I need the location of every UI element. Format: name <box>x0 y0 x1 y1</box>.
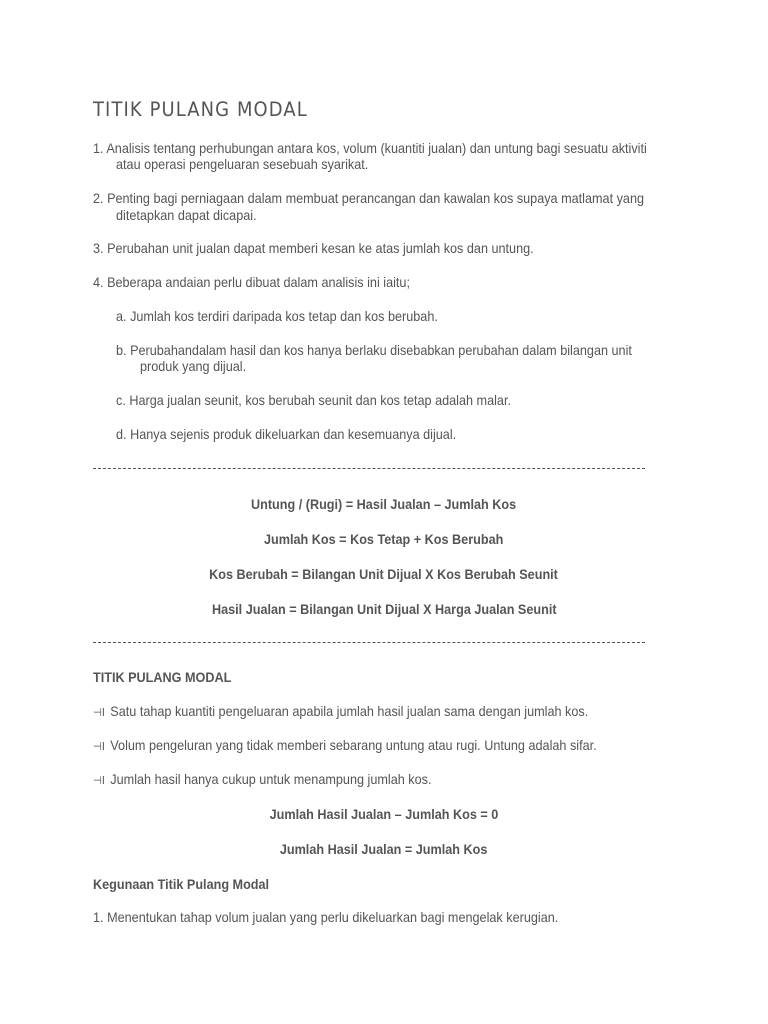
point-3 <box>93 240 534 257</box>
point-4 <box>93 274 410 291</box>
usage-text: Menentukan tahap volum jualan yang perlu dikeluarkan bagi mengelak kerugian. <box>107 910 559 925</box>
bullet-item <box>93 703 588 721</box>
point-number: 1. <box>93 141 104 156</box>
formula-sales-revenue: Hasil Jualan = Bilangan Unit Dijual X Harga Jualan Seunit <box>211 602 557 617</box>
bullet-item <box>93 737 597 755</box>
section-heading: Kegunaan Titik Pulang Modal <box>93 877 270 892</box>
assumption-text: Harga jualan seunit, kos berubah seunit dan kos tetap adalah malar. <box>129 393 511 408</box>
section-heading: TITIK PULANG MODAL <box>93 670 232 685</box>
assumption-letter: a. <box>116 309 127 324</box>
formula-variable-cost: Kos Berubah = Bilangan Unit Dijual X Kos Berubah Seunit <box>209 567 559 582</box>
assumption-letter: c. <box>116 393 126 408</box>
dashed-divider <box>93 642 645 643</box>
bullet-text: Volum pengeluran yang tidak memberi sebarang untung atau rugi. Untung adalah sifar. <box>110 738 597 753</box>
assumption-text: Perubahandalam hasil dan kos hanya berlaku disebabkan perubahan dalam bilangan unit <box>130 343 632 358</box>
point-2 <box>93 190 644 207</box>
formula-break-even: Jumlah Hasil Jualan – Jumlah Kos = 0 <box>269 807 499 822</box>
assumption-text: Hanya sejenis produk dikeluarkan dan kesemuanya dijual. <box>130 427 457 442</box>
point-1-continuation: atau operasi pengeluaran sesebuah syarikat. <box>116 157 369 172</box>
point-text: Perubahan unit jualan dapat memberi kesan ke atas jumlah kos dan untung. <box>107 241 534 256</box>
assumption-d <box>116 426 456 443</box>
point-2-continuation: ditetapkan dapat dicapai. <box>116 208 257 223</box>
assumption-letter: d. <box>116 427 127 442</box>
usage-number: 1. <box>93 910 104 925</box>
bullet-text: Jumlah hasil hanya cukup untuk menampung jumlah kos. <box>110 772 432 787</box>
usage-item <box>93 909 558 926</box>
point-text: Beberapa andaian perlu dibuat dalam analisis ini iaitu; <box>107 275 410 290</box>
assumption-c <box>116 392 511 409</box>
assumption-b-continuation: produk yang dijual. <box>140 359 247 374</box>
assumption-text: Jumlah kos terdiri daripada kos tetap dan kos berubah. <box>130 309 438 324</box>
point-number: 3. <box>93 241 104 256</box>
bullet-icon: ⊣I <box>93 740 105 753</box>
bullet-icon: ⊣I <box>93 774 105 787</box>
bullet-item <box>93 771 431 789</box>
assumption-a <box>116 308 438 325</box>
formula-total-cost: Jumlah Kos = Kos Tetap + Kos Berubah <box>264 532 504 547</box>
bullet-icon: ⊣I <box>93 706 105 719</box>
point-1 <box>93 140 647 157</box>
bullet-text: Satu tahap kuantiti pengeluaran apabila jumlah hasil jualan sama dengan jumlah kos. <box>110 704 589 719</box>
page-title: TITIK PULANG MODAL <box>93 98 308 121</box>
point-number: 4. <box>93 275 104 290</box>
formula-profit: Untung / (Rugi) = Hasil Jualan – Jumlah Kos <box>251 497 517 512</box>
point-number: 2. <box>93 191 104 206</box>
assumption-letter: b. <box>116 343 127 358</box>
point-text: Penting bagi perniagaan dalam membuat perancangan dan kawalan kos supaya matlamat yang <box>107 191 645 206</box>
point-text: Analisis tentang perhubungan antara kos, volum (kuantiti jualan) dan untung bagi sesuatu aktiviti <box>106 141 647 156</box>
dashed-divider <box>93 468 645 469</box>
formula-break-even-equal: Jumlah Hasil Jualan = Jumlah Kos <box>280 842 488 857</box>
assumption-b <box>116 342 632 359</box>
